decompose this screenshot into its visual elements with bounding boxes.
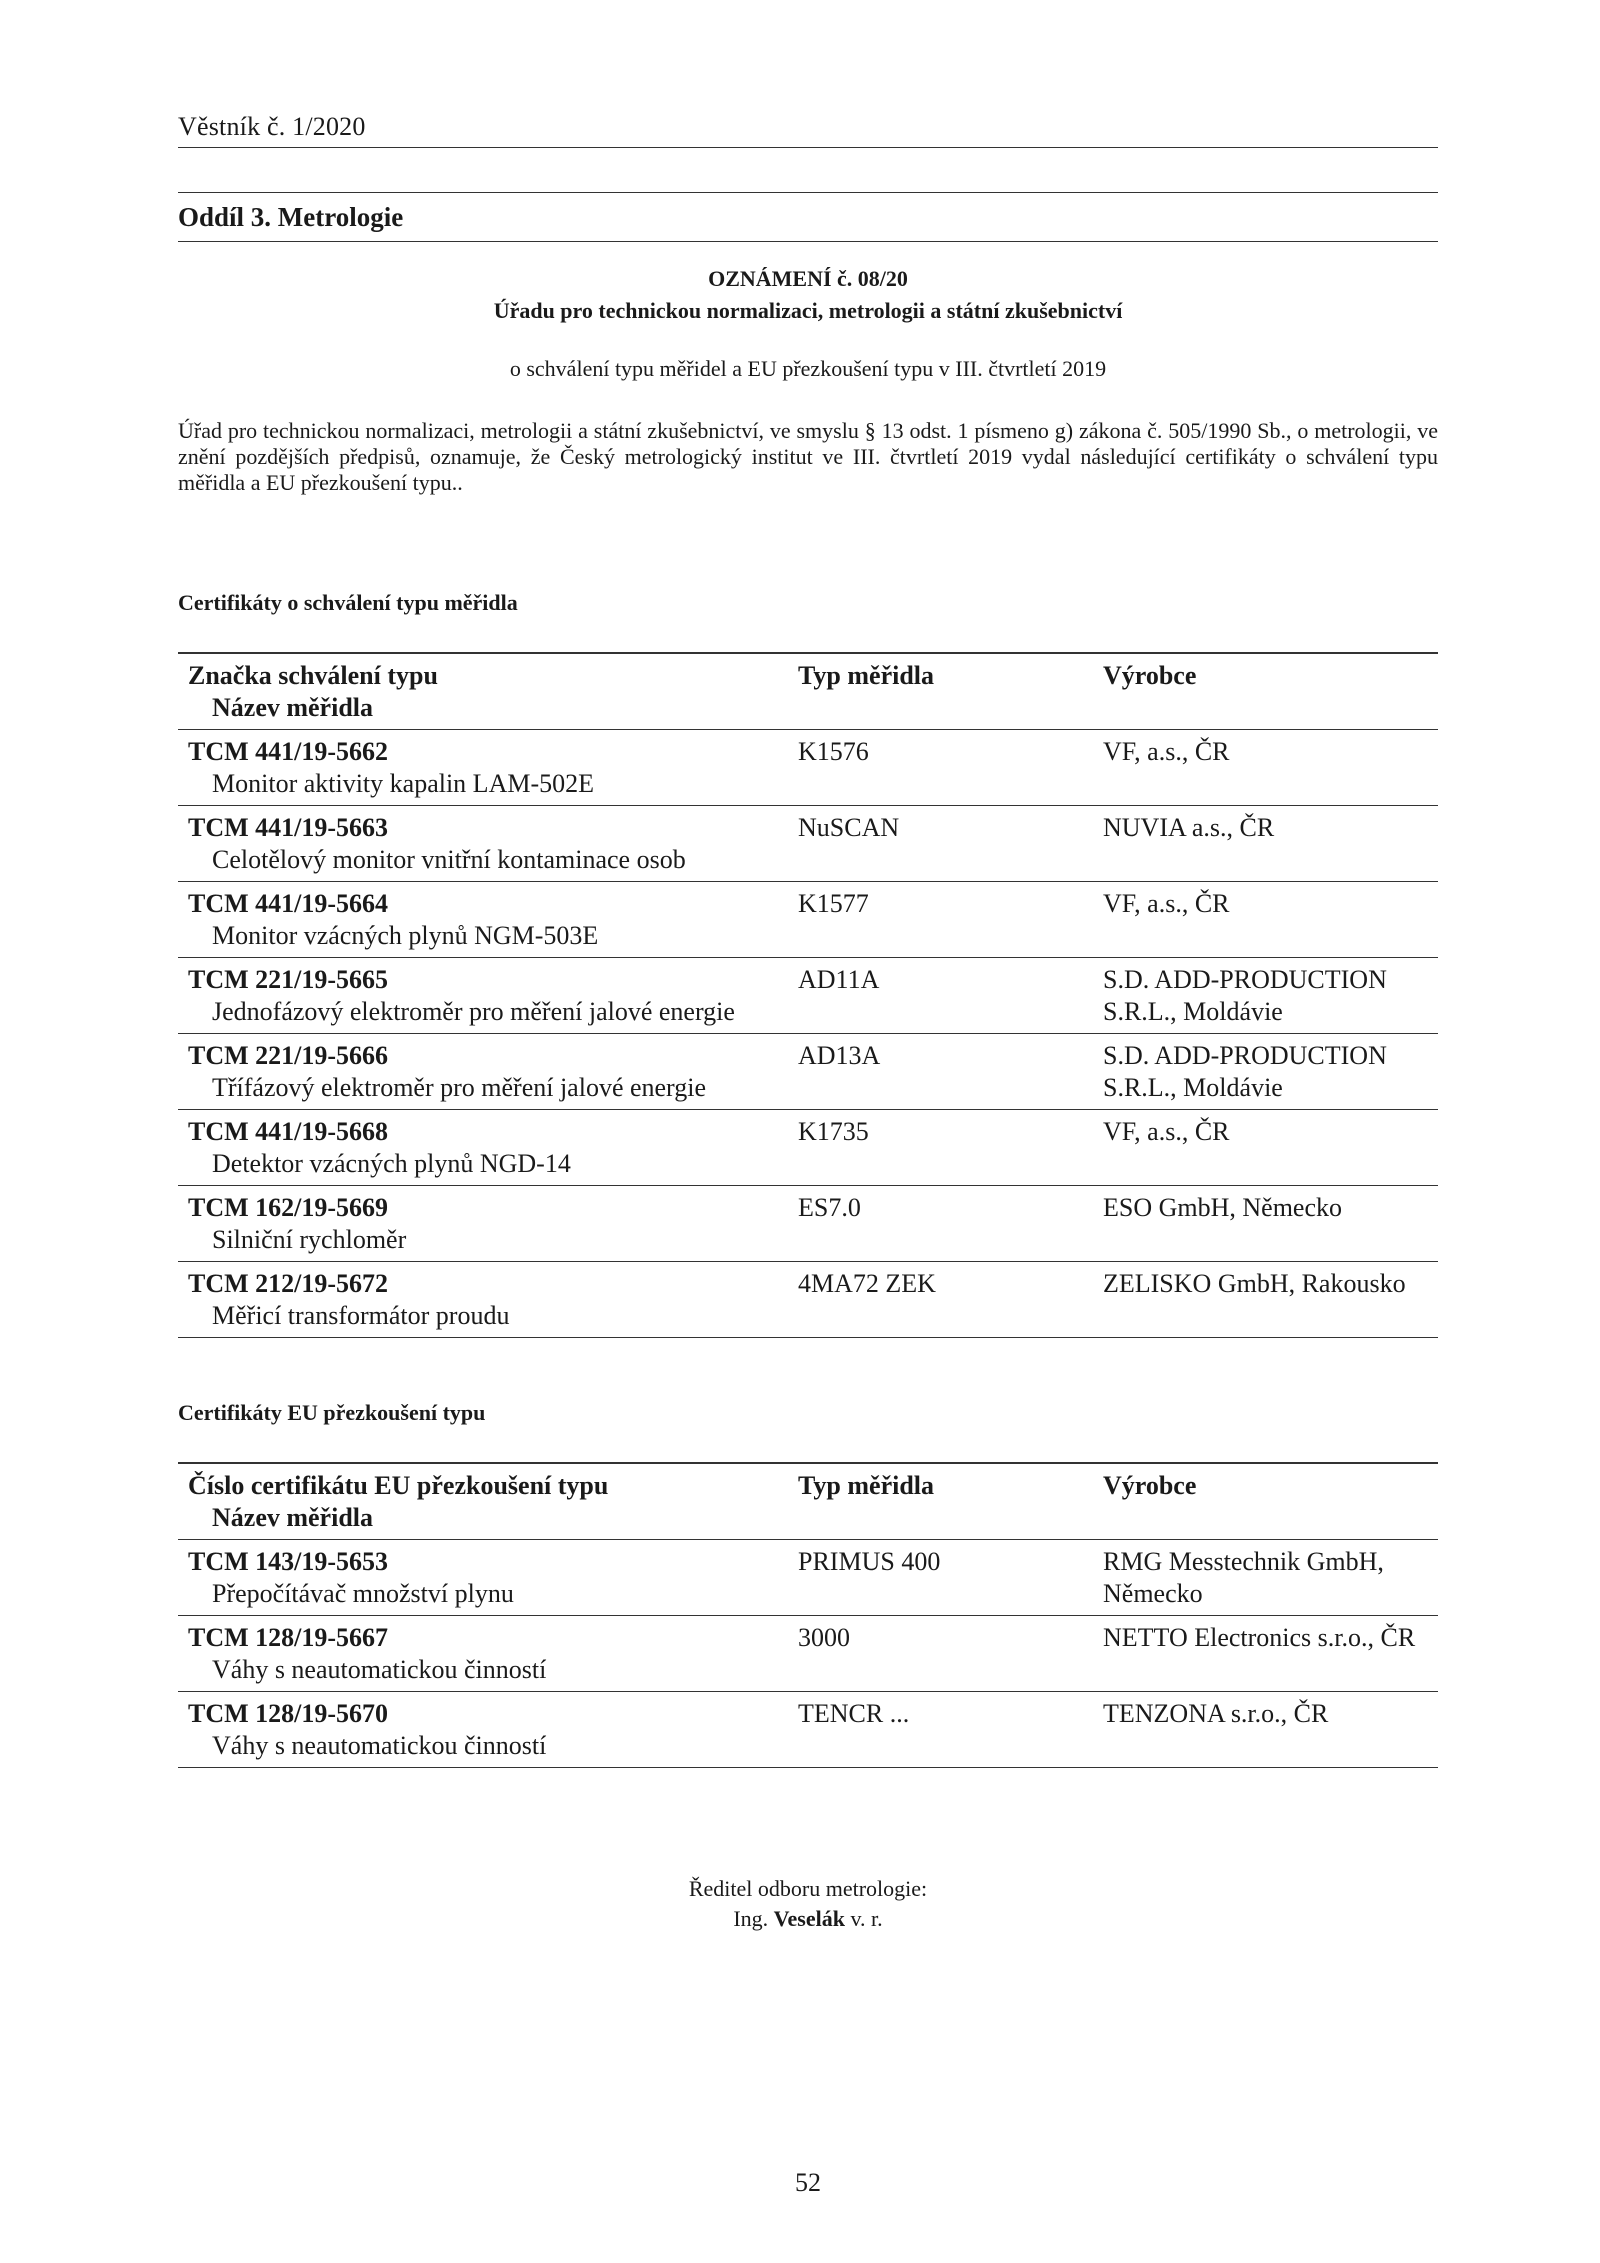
signature-block bbox=[178, 1874, 1438, 1934]
cell-manufacturer bbox=[1093, 1034, 1438, 1110]
instrument-name: Měřicí transformátor proudu bbox=[212, 1301, 510, 1330]
cell-instrument-type: K1735 bbox=[798, 1117, 869, 1146]
certificate-code: TCM 143/19-5653 bbox=[188, 1547, 389, 1576]
cell-manufacturer bbox=[1093, 958, 1438, 1034]
instrument-name: Váhy s neautomatickou činností bbox=[212, 1731, 547, 1760]
cell-instrument-type: TENCR ... bbox=[798, 1699, 910, 1728]
signature-role: Ředitel odboru metrologie: bbox=[688, 1876, 928, 1901]
certificate-code: TCM 128/19-5670 bbox=[188, 1699, 389, 1728]
table-row bbox=[178, 882, 1438, 958]
signature-name bbox=[178, 1904, 1438, 1934]
intro-paragraph: Úřad pro technickou normalizaci, metrologii a státní zkušebnictví, ve smyslu § 13 odst. 1 písmeno g) zákona č. 505/1990 Sb., o metrologii, ve znění pozdějších předpisů, oznamuje, že Český metrologický institut ve III. čtvrtletí 2019 vydal následující certifikáty o schválení typu měřidla a EU přezkoušení typu.. bbox=[178, 418, 1438, 495]
cell-certificate bbox=[178, 1186, 788, 1262]
cell-certificate bbox=[178, 958, 788, 1034]
manufacturer-line-2: Německo bbox=[1103, 1579, 1203, 1608]
manufacturer-line: VF, a.s., ČR bbox=[1103, 737, 1230, 766]
cell-instrument-type: K1577 bbox=[798, 889, 869, 918]
column-header-sub: Název měřidla bbox=[212, 693, 374, 722]
table-row bbox=[178, 806, 1438, 882]
instrument-name: Jednofázový elektroměr pro měření jalové energie bbox=[212, 997, 735, 1026]
cell-instrument-type: NuSCAN bbox=[798, 813, 900, 842]
certificate-code: TCM 221/19-5666 bbox=[188, 1041, 389, 1070]
manufacturer-line: RMG Messtechnik GmbH, bbox=[1103, 1547, 1384, 1576]
cell-manufacturer bbox=[1093, 1616, 1438, 1692]
instrument-name: Třífázový elektroměr pro měření jalové energie bbox=[212, 1073, 707, 1102]
table-row bbox=[178, 1262, 1438, 1338]
manufacturer-line: NUVIA a.s., ČR bbox=[1103, 813, 1275, 842]
section-rule-bottom bbox=[178, 241, 1438, 242]
cell-instrument-type: AD11A bbox=[798, 965, 880, 994]
column-header-certificate-number bbox=[178, 1463, 788, 1540]
announcement-issuer: Úřadu pro technickou normalizaci, metrologii a státní zkušebnictví bbox=[493, 298, 1123, 323]
manufacturer-line: VF, a.s., ČR bbox=[1103, 1117, 1230, 1146]
column-header-approval-mark bbox=[178, 653, 788, 730]
cell-manufacturer bbox=[1093, 882, 1438, 958]
instrument-name: Monitor aktivity kapalin LAM-502E bbox=[212, 769, 595, 798]
cell-certificate bbox=[178, 882, 788, 958]
type-approval-table bbox=[178, 652, 1438, 1338]
certificate-code: TCM 441/19-5664 bbox=[188, 889, 389, 918]
table-row bbox=[178, 1540, 1438, 1616]
signature-surname: Veselák bbox=[773, 1906, 845, 1931]
cell-manufacturer bbox=[1093, 730, 1438, 806]
table-row bbox=[178, 1034, 1438, 1110]
eu-examination-heading: Certifikáty EU přezkoušení typu bbox=[178, 1400, 486, 1425]
cell-certificate bbox=[178, 1540, 788, 1616]
certificate-code: TCM 441/19-5668 bbox=[188, 1117, 389, 1146]
manufacturer-line: TENZONA s.r.o., ČR bbox=[1103, 1699, 1329, 1728]
certificate-code: TCM 162/19-5669 bbox=[188, 1193, 389, 1222]
instrument-name: Celotělový monitor vnitřní kontaminace osob bbox=[212, 845, 686, 874]
manufacturer-line: NETTO Electronics s.r.o., ČR bbox=[1103, 1623, 1416, 1652]
signature-suffix: v. r. bbox=[850, 1906, 883, 1931]
manufacturer-line-2: S.R.L., Moldávie bbox=[1103, 997, 1283, 1026]
announcement-subtitle: o schválení typu měřidel a EU přezkoušení typu v III. čtvrtletí 2019 bbox=[509, 356, 1107, 381]
signature-prefix: Ing. bbox=[733, 1906, 769, 1931]
instrument-name: Váhy s neautomatickou činností bbox=[212, 1655, 547, 1684]
announcement-title: OZNÁMENÍ č. 08/20 bbox=[708, 266, 908, 291]
table-header-row bbox=[178, 1463, 1438, 1540]
announcement-intro bbox=[178, 418, 1438, 496]
column-header-type: Typ měřidla bbox=[798, 661, 935, 690]
table-row bbox=[178, 1616, 1438, 1692]
cell-manufacturer bbox=[1093, 1262, 1438, 1338]
instrument-name: Detektor vzácných plynů NGD-14 bbox=[212, 1149, 571, 1178]
column-header-manufacturer: Výrobce bbox=[1103, 661, 1197, 690]
manufacturer-line: S.D. ADD-PRODUCTION bbox=[1103, 965, 1387, 994]
manufacturer-line: ESO GmbH, Německo bbox=[1103, 1193, 1343, 1222]
cell-manufacturer bbox=[1093, 806, 1438, 882]
cell-instrument-type: PRIMUS 400 bbox=[798, 1547, 941, 1576]
table-row bbox=[178, 730, 1438, 806]
table-header-row bbox=[178, 653, 1438, 730]
column-header-main: Číslo certifikátu EU přezkoušení typu bbox=[188, 1471, 609, 1500]
section-rule-top bbox=[178, 192, 1438, 193]
type-approval-heading: Certifikáty o schválení typu měřidla bbox=[178, 590, 518, 615]
header-rule bbox=[178, 147, 1438, 148]
cell-manufacturer bbox=[1093, 1186, 1438, 1262]
table-row bbox=[178, 958, 1438, 1034]
cell-instrument-type: 4MA72 ZEK bbox=[798, 1269, 936, 1298]
instrument-name: Přepočítávač množství plynu bbox=[212, 1579, 514, 1608]
table-row bbox=[178, 1692, 1438, 1768]
certificate-code: TCM 212/19-5672 bbox=[188, 1269, 389, 1298]
certificate-code: TCM 221/19-5665 bbox=[188, 965, 389, 994]
cell-instrument-type: ES7.0 bbox=[798, 1193, 861, 1222]
cell-manufacturer bbox=[1093, 1540, 1438, 1616]
cell-certificate bbox=[178, 806, 788, 882]
cell-instrument-type: AD13A bbox=[798, 1041, 881, 1070]
manufacturer-line: VF, a.s., ČR bbox=[1103, 889, 1230, 918]
cell-certificate bbox=[178, 1034, 788, 1110]
manufacturer-line: S.D. ADD-PRODUCTION bbox=[1103, 1041, 1387, 1070]
running-head: Věstník č. 1/2020 bbox=[178, 112, 366, 141]
table-row bbox=[178, 1110, 1438, 1186]
cell-instrument-type: K1576 bbox=[798, 737, 869, 766]
manufacturer-line: ZELISKO GmbH, Rakousko bbox=[1103, 1269, 1406, 1298]
cell-manufacturer bbox=[1093, 1110, 1438, 1186]
column-header-main: Značka schválení typu bbox=[188, 661, 438, 690]
certificate-code: TCM 441/19-5663 bbox=[188, 813, 389, 842]
cell-certificate bbox=[178, 1692, 788, 1768]
instrument-name: Monitor vzácných plynů NGM-503E bbox=[212, 921, 599, 950]
page-number: 52 bbox=[795, 2168, 821, 2197]
column-header-manufacturer: Výrobce bbox=[1103, 1471, 1197, 1500]
column-header-sub: Název měřidla bbox=[212, 1503, 374, 1532]
section-title: Oddíl 3. Metrologie bbox=[178, 202, 404, 232]
certificate-code: TCM 128/19-5667 bbox=[188, 1623, 389, 1652]
certificate-code: TCM 441/19-5662 bbox=[188, 737, 389, 766]
cell-certificate bbox=[178, 1616, 788, 1692]
cell-manufacturer bbox=[1093, 1692, 1438, 1768]
cell-certificate bbox=[178, 730, 788, 806]
table-row bbox=[178, 1186, 1438, 1262]
manufacturer-line-2: S.R.L., Moldávie bbox=[1103, 1073, 1283, 1102]
instrument-name: Silniční rychloměr bbox=[212, 1225, 407, 1254]
cell-certificate bbox=[178, 1262, 788, 1338]
column-header-type: Typ měřidla bbox=[798, 1471, 935, 1500]
cell-certificate bbox=[178, 1110, 788, 1186]
cell-instrument-type: 3000 bbox=[798, 1623, 850, 1652]
eu-examination-table bbox=[178, 1462, 1438, 1768]
